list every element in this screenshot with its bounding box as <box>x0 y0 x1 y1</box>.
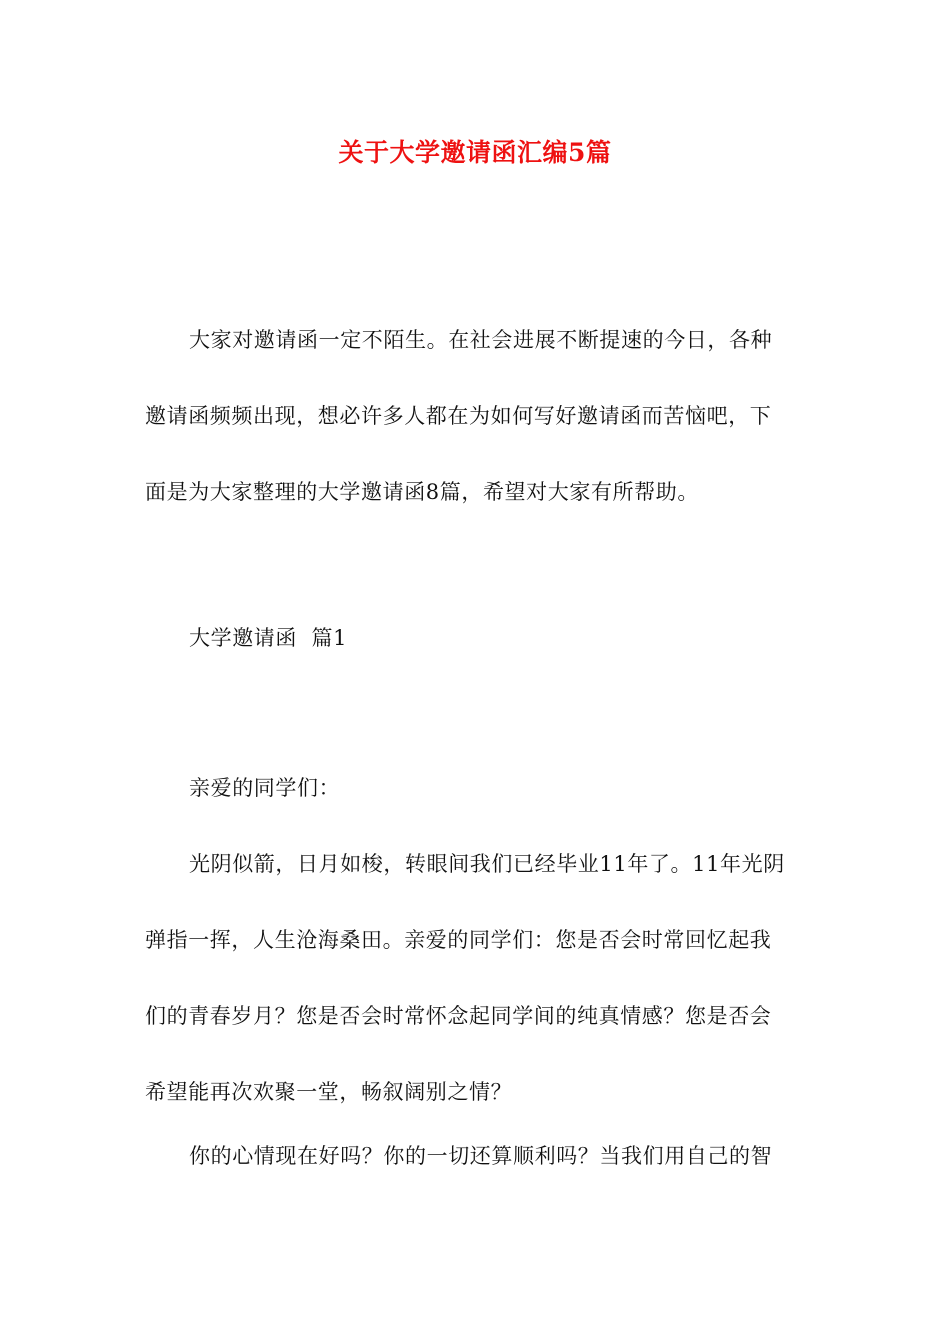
intro-line-1: 大家对邀请函一定不陌生。在社会进展不断提速的今日，各种 <box>189 328 773 352</box>
intro-line-2: 邀请函频频出现，想必许多人都在为如何写好邀请函而苦恼吧，下 <box>145 404 772 428</box>
paragraph1-line-3: 们的青春岁月？您是否会时常怀念起同学间的纯真情感？您是否会 <box>145 1004 772 1028</box>
section-heading-text: 大学邀请函 篇1 <box>189 626 348 650</box>
body-paragraph-1 <box>145 826 807 1130</box>
intro-paragraph <box>145 302 807 530</box>
intro-line-3: 面是为大家整理的大学邀请函8篇，希望对大家有所帮助。 <box>145 480 699 504</box>
paragraph1-line-2: 弹指一挥，人生沧海桑田。亲爱的同学们：您是否会时常回忆起我 <box>145 928 772 952</box>
greeting <box>145 750 807 826</box>
document-title: 关于大学邀请函汇编5篇 <box>338 138 612 167</box>
paragraph1-line-4: 希望能再次欢聚一堂，畅叙阔别之情？ <box>145 1080 513 1104</box>
body-paragraph-2 <box>145 1118 807 1194</box>
paragraph1-line-1: 光阴似箭，日月如梭，转眼间我们已经毕业11年了。11年光阴 <box>189 852 785 876</box>
paragraph2-line-1: 你的心情现在好吗？你的一切还算顺利吗？当我们用自己的智 <box>189 1144 773 1168</box>
greeting-text: 亲爱的同学们： <box>189 776 341 800</box>
section-heading <box>145 600 807 676</box>
